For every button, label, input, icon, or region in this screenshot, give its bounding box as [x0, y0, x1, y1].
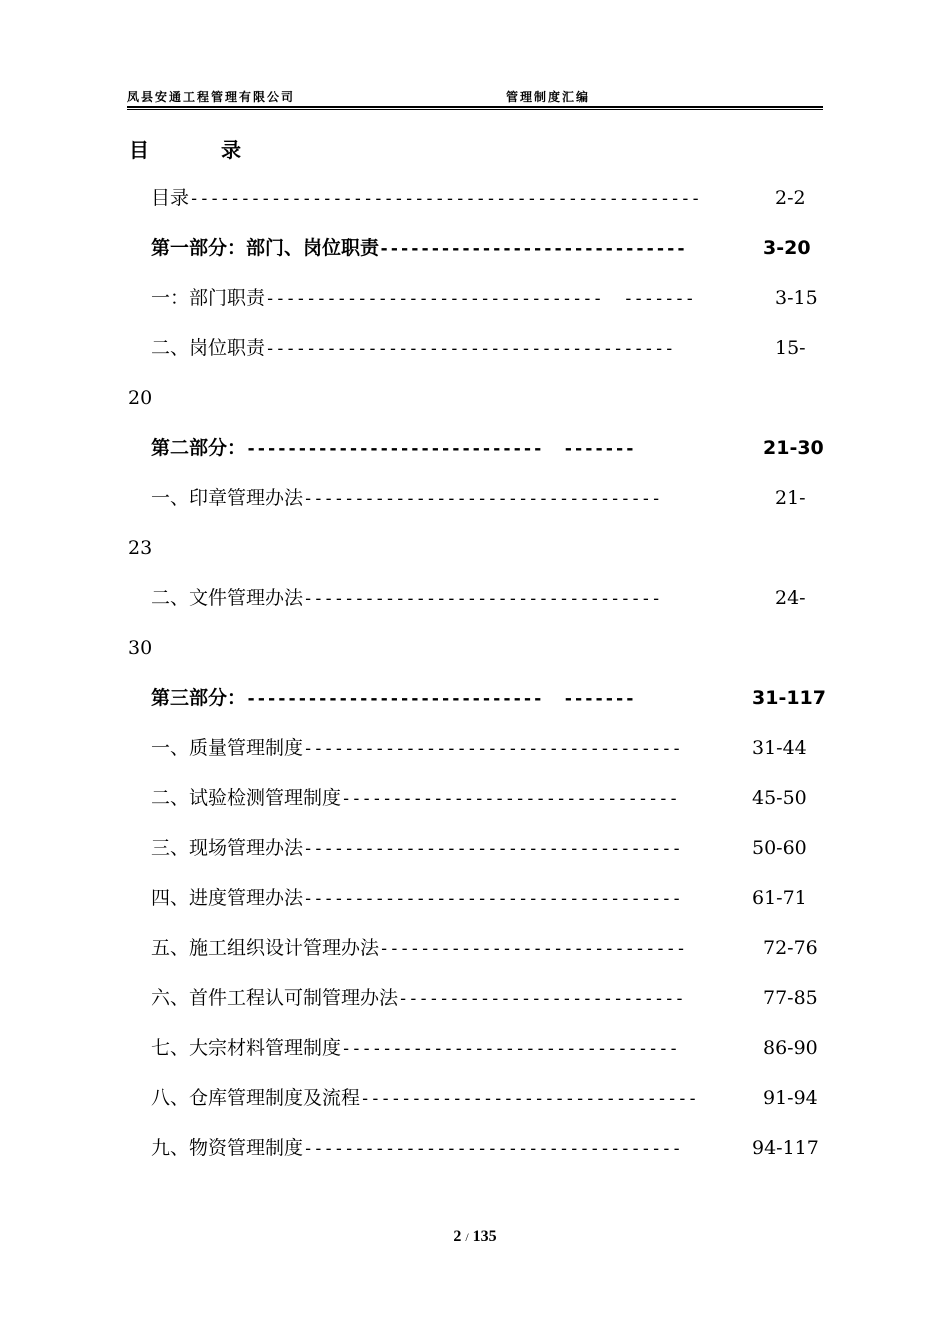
- toc-entry-page: 91-94: [763, 1087, 818, 1109]
- toc-entry[interactable]: [151, 1086, 698, 1111]
- toc-entry-leader: -------------------------------------: [303, 839, 682, 859]
- toc-entry-page: 77-85: [763, 987, 818, 1009]
- toc-entry-leader: ----------------------------- -------: [246, 439, 635, 459]
- page-separator: /: [465, 1230, 469, 1244]
- toc-entry-leader: -------------------------------------: [303, 739, 682, 759]
- toc-entry-leader: ----------------------------: [398, 989, 685, 1009]
- toc-entry[interactable]: [151, 886, 682, 911]
- toc-entry-page: 21-: [775, 487, 806, 509]
- current-page-number: 2: [453, 1228, 462, 1245]
- toc-entry-label: 一、质量管理制度: [151, 737, 304, 759]
- toc-entry-label: 四、进度管理办法: [151, 887, 304, 909]
- header-rule: [127, 106, 823, 108]
- toc-entry-page: 2-2: [775, 187, 806, 209]
- toc-entry-label: 目录: [151, 187, 190, 209]
- toc-entry-leader: ----------------------------- -------: [246, 689, 635, 709]
- toc-entry[interactable]: [151, 336, 674, 361]
- toc-entry-label: 一、印章管理办法: [151, 487, 304, 509]
- toc-entry-leader: ---------------------------------: [360, 1089, 698, 1109]
- toc-entry-leader: --------------------------------------------------: [189, 189, 701, 209]
- toc-entry-label: 二、文件管理办法: [151, 587, 304, 609]
- toc-entry-label: 三、现场管理办法: [151, 837, 304, 859]
- toc-entry-label: 二、岗位职责: [151, 337, 266, 359]
- toc-entry[interactable]: [151, 836, 682, 861]
- toc-entry[interactable]: [151, 736, 682, 761]
- toc-entry[interactable]: [151, 786, 679, 811]
- page-footer: [0, 1228, 950, 1246]
- toc-entry-page: 50-60: [752, 837, 807, 859]
- toc-entry-page: 94-117: [752, 1137, 819, 1159]
- toc-entry[interactable]: [151, 686, 635, 711]
- toc-heading: [129, 134, 241, 163]
- toc-entry-leader: --------------------------------- -------: [265, 289, 695, 309]
- toc-entry-wrap: 23: [128, 537, 153, 559]
- toc-entry[interactable]: [151, 1036, 679, 1061]
- toc-entry-leader: -------------------------------------: [303, 889, 682, 909]
- toc-entry-label: 七、大宗材料管理制度: [151, 1037, 342, 1059]
- toc-entry-label: 六、首件工程认可制管理办法: [151, 987, 399, 1009]
- toc-entry-label: 二、试验检测管理制度: [151, 787, 342, 809]
- toc-entry-wrap: 20: [128, 387, 153, 409]
- toc-entry-leader: -----------------------------------: [303, 489, 662, 509]
- page-header: [127, 88, 823, 108]
- toc-entry-wrap: 30: [128, 637, 153, 659]
- toc-entry-page: 3-15: [775, 287, 818, 309]
- toc-entry[interactable]: [151, 1136, 682, 1161]
- toc-entry-page: 3-20: [763, 237, 811, 259]
- toc-entry-page: 61-71: [752, 887, 807, 909]
- toc-entry-label: 九、物资管理制度: [151, 1137, 304, 1159]
- toc-entry-label: 第三部分：: [151, 687, 247, 709]
- toc-entry-leader: ------------------------------: [379, 239, 687, 259]
- toc-entry-leader: ----------------------------------------: [265, 339, 675, 359]
- toc-entry[interactable]: [151, 436, 635, 461]
- toc-entry-leader: -----------------------------------: [303, 589, 662, 609]
- toc-entry-label: 第一部分：部门、岗位职责: [151, 237, 380, 259]
- document-title: 管理制度汇编: [506, 90, 591, 104]
- toc-entry[interactable]: [151, 986, 685, 1011]
- toc-entry-page: 31-117: [752, 687, 826, 709]
- toc-entry-label: 八、仓库管理制度及流程: [151, 1087, 361, 1109]
- toc-entry-label: 五、施工组织设计管理办法: [151, 937, 380, 959]
- toc-entry[interactable]: [151, 286, 695, 311]
- toc-entry[interactable]: [151, 936, 686, 961]
- toc-entry[interactable]: [151, 586, 661, 611]
- toc-entry-page: 24-: [775, 587, 806, 609]
- toc-entry-page: 21-30: [763, 437, 824, 459]
- toc-entry[interactable]: [151, 186, 701, 211]
- toc-entry-page: 45-50: [752, 787, 807, 809]
- toc-entry-page: 15-: [775, 337, 806, 359]
- toc-entry-label: 第二部分：: [151, 437, 247, 459]
- company-name: 凤县安通工程管理有限公司: [127, 90, 296, 104]
- toc-entry-page: 72-76: [763, 937, 818, 959]
- toc-entry-leader: ------------------------------: [379, 939, 687, 959]
- toc-entry[interactable]: [151, 486, 661, 511]
- toc-entry-leader: -------------------------------------: [303, 1139, 682, 1159]
- toc-entry-leader: ---------------------------------: [341, 1039, 679, 1059]
- total-page-count: 135: [472, 1228, 497, 1245]
- toc-entry[interactable]: [151, 236, 686, 261]
- toc-heading-part-2: 录: [221, 138, 241, 162]
- toc-entry-leader: ---------------------------------: [341, 789, 679, 809]
- toc-heading-part-1: 目: [129, 138, 149, 162]
- header-rule-thin: [127, 109, 823, 110]
- toc-entry-page: 86-90: [763, 1037, 818, 1059]
- toc-entry-label: 一：部门职责: [151, 287, 266, 309]
- toc-entry-page: 31-44: [752, 737, 807, 759]
